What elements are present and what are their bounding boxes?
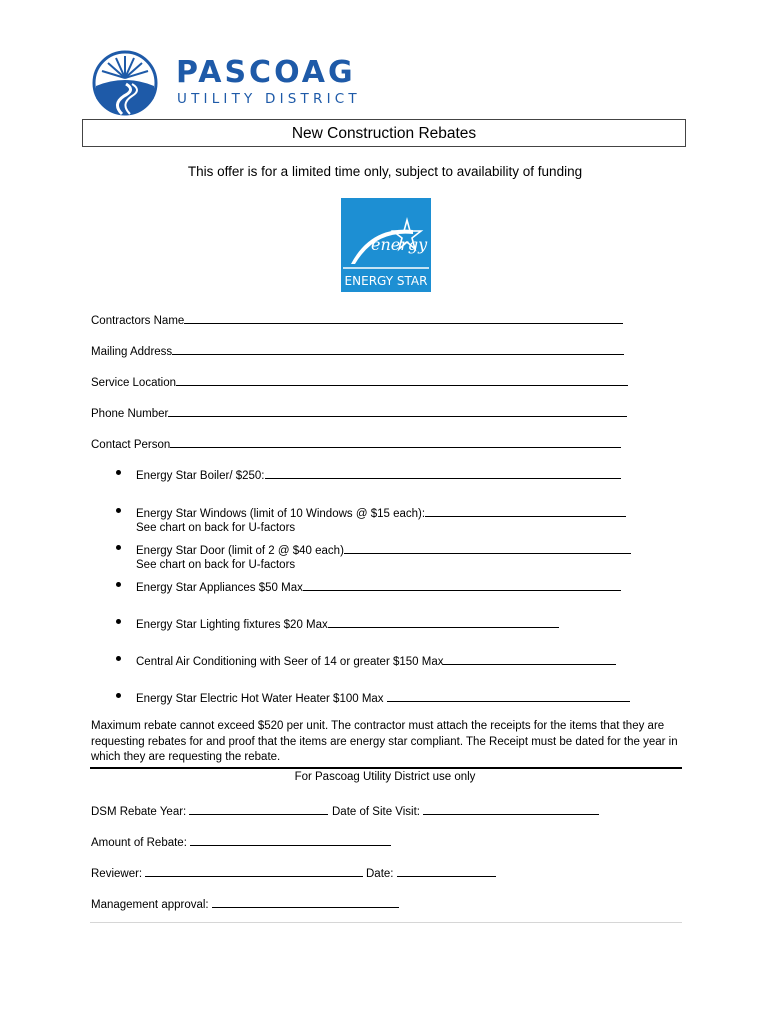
- item-windows: [136, 504, 626, 521]
- reviewer-label: Reviewer:: [91, 868, 146, 880]
- phone-number-input[interactable]: [168, 404, 627, 417]
- item-label: Energy Star Door (limit of 2 @ $40 each): [136, 545, 344, 557]
- item-central-air: [136, 652, 616, 669]
- reviewer-input[interactable]: [145, 864, 363, 877]
- bullet-icon: [116, 656, 121, 661]
- service-location-input[interactable]: [176, 373, 628, 386]
- section-divider: [90, 767, 682, 769]
- office-use-heading: For Pascoag Utility District use only: [294, 771, 476, 783]
- management-approval-label: Management approval:: [91, 899, 212, 911]
- pascoag-logo-icon: [92, 48, 158, 118]
- energy-star-label: ENERGY STAR: [344, 274, 428, 288]
- field-phone-number: [91, 404, 627, 421]
- item-label: Energy Star Windows (limit of 10 Windows @ $15 each):: [136, 508, 426, 520]
- bullet-icon: [116, 470, 121, 475]
- item-label: Energy Star Electric Hot Water Heater $100 Max: [136, 693, 387, 705]
- field-label: Phone Number: [91, 408, 169, 420]
- dsm-rebate-year-field: [91, 802, 328, 819]
- item-lighting: [136, 615, 559, 632]
- bullet-icon: [116, 508, 121, 513]
- reviewer-field: [91, 864, 363, 881]
- item-boiler: [136, 466, 621, 483]
- hot-water-heater-input[interactable]: [387, 689, 630, 702]
- field-label: Service Location: [91, 377, 177, 389]
- title-box: [82, 119, 686, 147]
- contractors-name-input[interactable]: [184, 311, 623, 324]
- field-label: Contact Person: [91, 439, 171, 451]
- management-approval-input[interactable]: [212, 895, 399, 908]
- bullet-icon: [116, 545, 121, 550]
- bottom-rule: [90, 922, 682, 923]
- item-door-note: See chart on back for U-factors: [136, 559, 296, 571]
- item-appliances: [136, 578, 621, 595]
- logo-subtitle: UTILITY DISTRICT: [177, 91, 361, 107]
- rebate-notice: Maximum rebate cannot exceed $520 per unit. The contractor must attach the receipts for the items that they are requesting rebates for and proof that the items are energy star compliant. The Receipt must be dated for the year in which they are requesting the rebate.: [91, 720, 678, 763]
- mailing-address-input[interactable]: [172, 342, 624, 355]
- item-label: Central Air Conditioning with Seer of 14 or greater $150 Max: [136, 656, 444, 668]
- energy-star-logo-icon: [341, 198, 431, 292]
- site-visit-date-field: [332, 802, 599, 819]
- bullet-icon: [116, 693, 121, 698]
- review-date-input[interactable]: [397, 864, 496, 877]
- contact-person-input[interactable]: [170, 435, 621, 448]
- site-visit-date-label: Date of Site Visit:: [332, 806, 424, 818]
- site-visit-date-input[interactable]: [423, 802, 599, 815]
- review-date-field: [366, 864, 496, 881]
- dsm-rebate-year-label: DSM Rebate Year:: [91, 806, 190, 818]
- dsm-rebate-year-input[interactable]: [189, 802, 328, 815]
- page-subtitle: This offer is for a limited time only, subject to availability of funding: [187, 164, 583, 179]
- field-label: Contractors Name: [91, 315, 185, 327]
- logo-name: PASCOAG: [176, 55, 356, 90]
- bullet-icon: [116, 582, 121, 587]
- boiler-input[interactable]: [265, 466, 621, 479]
- item-label: Energy Star Lighting fixtures $20 Max: [136, 619, 328, 631]
- field-service-location: [91, 373, 628, 390]
- energy-star-script: energy: [371, 235, 428, 254]
- central-air-input[interactable]: [443, 652, 616, 665]
- management-approval-field: [91, 895, 399, 912]
- item-label: Energy Star Appliances $50 Max: [136, 582, 303, 594]
- appliances-input[interactable]: [303, 578, 621, 591]
- bullet-icon: [116, 619, 121, 624]
- field-label: Mailing Address: [91, 346, 173, 358]
- item-label: Energy Star Boiler/ $250:: [136, 470, 265, 482]
- page-title: New Construction Rebates: [291, 125, 477, 142]
- item-door: [136, 541, 631, 558]
- amount-of-rebate-input[interactable]: [190, 833, 391, 846]
- review-date-label: Date:: [366, 868, 397, 880]
- item-hot-water-heater: [136, 689, 630, 706]
- lighting-input[interactable]: [328, 615, 559, 628]
- amount-of-rebate-field: [91, 833, 391, 850]
- field-contractors-name: [91, 311, 623, 328]
- windows-input[interactable]: [425, 504, 626, 517]
- field-mailing-address: [91, 342, 624, 359]
- amount-of-rebate-label: Amount of Rebate:: [91, 837, 191, 849]
- field-contact-person: [91, 435, 621, 452]
- door-input[interactable]: [344, 541, 631, 554]
- item-windows-note: See chart on back for U-factors: [136, 522, 296, 534]
